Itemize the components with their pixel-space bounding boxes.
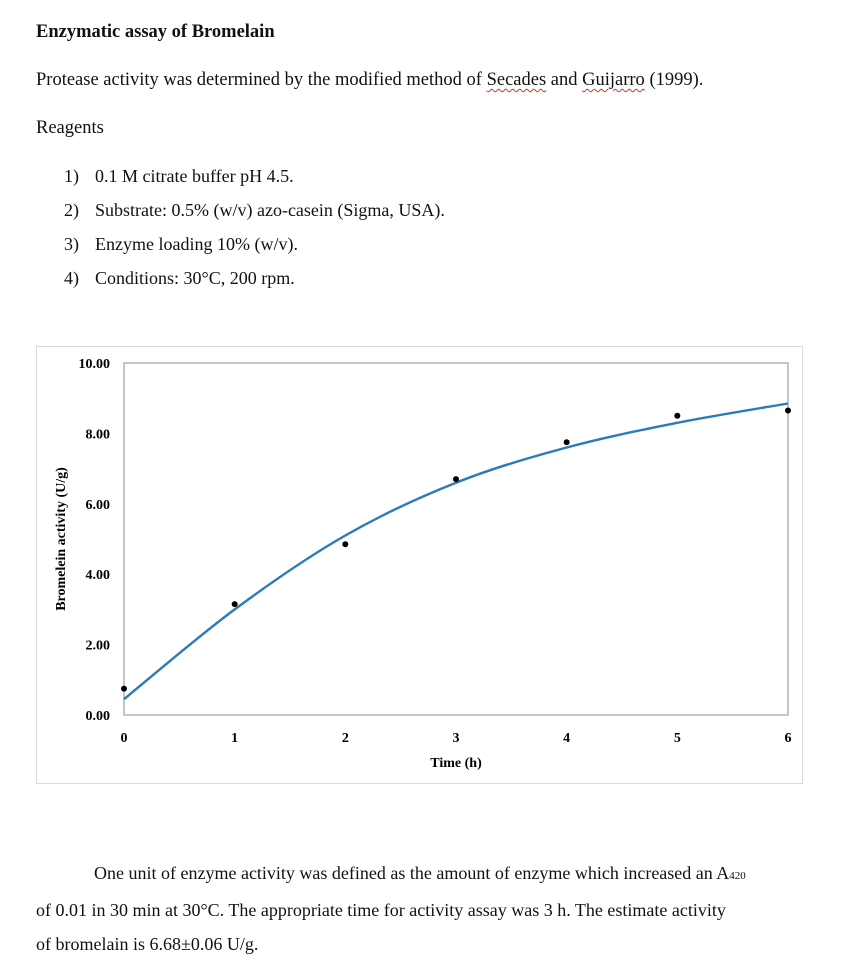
data-point — [674, 413, 680, 419]
reagent-item — [64, 165, 445, 199]
data-point — [564, 439, 570, 445]
x-axis-label: Time (h) — [430, 756, 482, 771]
reagent-item — [64, 267, 445, 301]
x-tick-label: 4 — [563, 731, 571, 746]
section-heading: Enzymatic assay of Bromelain — [36, 22, 275, 42]
y-tick-label: 8.00 — [85, 427, 110, 443]
reagent-number: 4) — [64, 268, 79, 288]
data-points — [121, 408, 791, 692]
fit-curve — [124, 404, 788, 700]
reagent-text: Conditions: 30°C, 200 rpm. — [95, 268, 295, 288]
conclusion-line-2: of 0.01 in 30 min at 30°C. The appropriate time for activity assay was 3 h. The estimate activity — [36, 900, 726, 920]
plot-area — [124, 363, 788, 715]
reagent-text: 0.1 M citrate buffer pH 4.5. — [95, 166, 294, 186]
y-tick-label: 2.00 — [85, 638, 110, 654]
reagent-text: Substrate: 0.5% (w/v) azo-casein (Sigma, USA). — [95, 200, 445, 220]
y-tick-label: 0.00 — [85, 709, 110, 724]
y-axis-label: Bromelein activity (U/g) — [54, 467, 69, 611]
reagent-number: 3) — [64, 234, 79, 254]
author-secades: Secades — [486, 70, 547, 90]
x-tick-label: 2 — [341, 731, 349, 746]
conclusion-line-1 — [36, 856, 806, 893]
reagent-item — [64, 233, 445, 267]
x-tick-label: 5 — [673, 731, 681, 746]
reagent-list — [64, 165, 445, 301]
data-point — [342, 541, 348, 547]
y-tick-label: 6.00 — [85, 497, 110, 513]
data-point — [232, 601, 238, 607]
reagent-text: Enzyme loading 10% (w/v). — [95, 234, 298, 254]
data-point — [121, 686, 127, 692]
x-tick-labels — [121, 731, 792, 746]
bromelain-activity-chart — [36, 346, 803, 784]
chart-canvas — [37, 347, 804, 785]
intro-text-before: Protease activity was determined by the modified method of — [36, 70, 487, 90]
data-point — [453, 476, 459, 482]
x-tick-label: 3 — [452, 731, 460, 746]
intro-text-middle: and — [546, 70, 583, 90]
y-tick-labels — [79, 357, 111, 724]
reagents-title: Reagents — [36, 118, 104, 138]
x-tick-label: 6 — [784, 731, 792, 746]
intro-text-after: (1999). — [644, 70, 704, 90]
y-tick-label: 4.00 — [85, 568, 110, 584]
intro-paragraph — [36, 70, 703, 91]
y-tick-label: 10.00 — [78, 357, 110, 372]
data-point — [785, 408, 791, 414]
author-guijarro: Guijarro — [582, 70, 645, 90]
conclusion-line-3: of bromelain is 6.68±0.06 U/g. — [36, 934, 259, 954]
reagent-number: 1) — [64, 166, 79, 186]
x-tick-label: 1 — [231, 731, 239, 746]
conclusion-paragraph — [36, 856, 806, 961]
reagent-number: 2) — [64, 200, 79, 220]
absorbance-subscript: 420 — [729, 870, 746, 882]
conclusion-text-1: One unit of enzyme activity was defined as the amount of enzyme which increased an A — [94, 863, 730, 883]
x-tick-label: 0 — [120, 731, 128, 746]
reagent-item — [64, 199, 445, 233]
